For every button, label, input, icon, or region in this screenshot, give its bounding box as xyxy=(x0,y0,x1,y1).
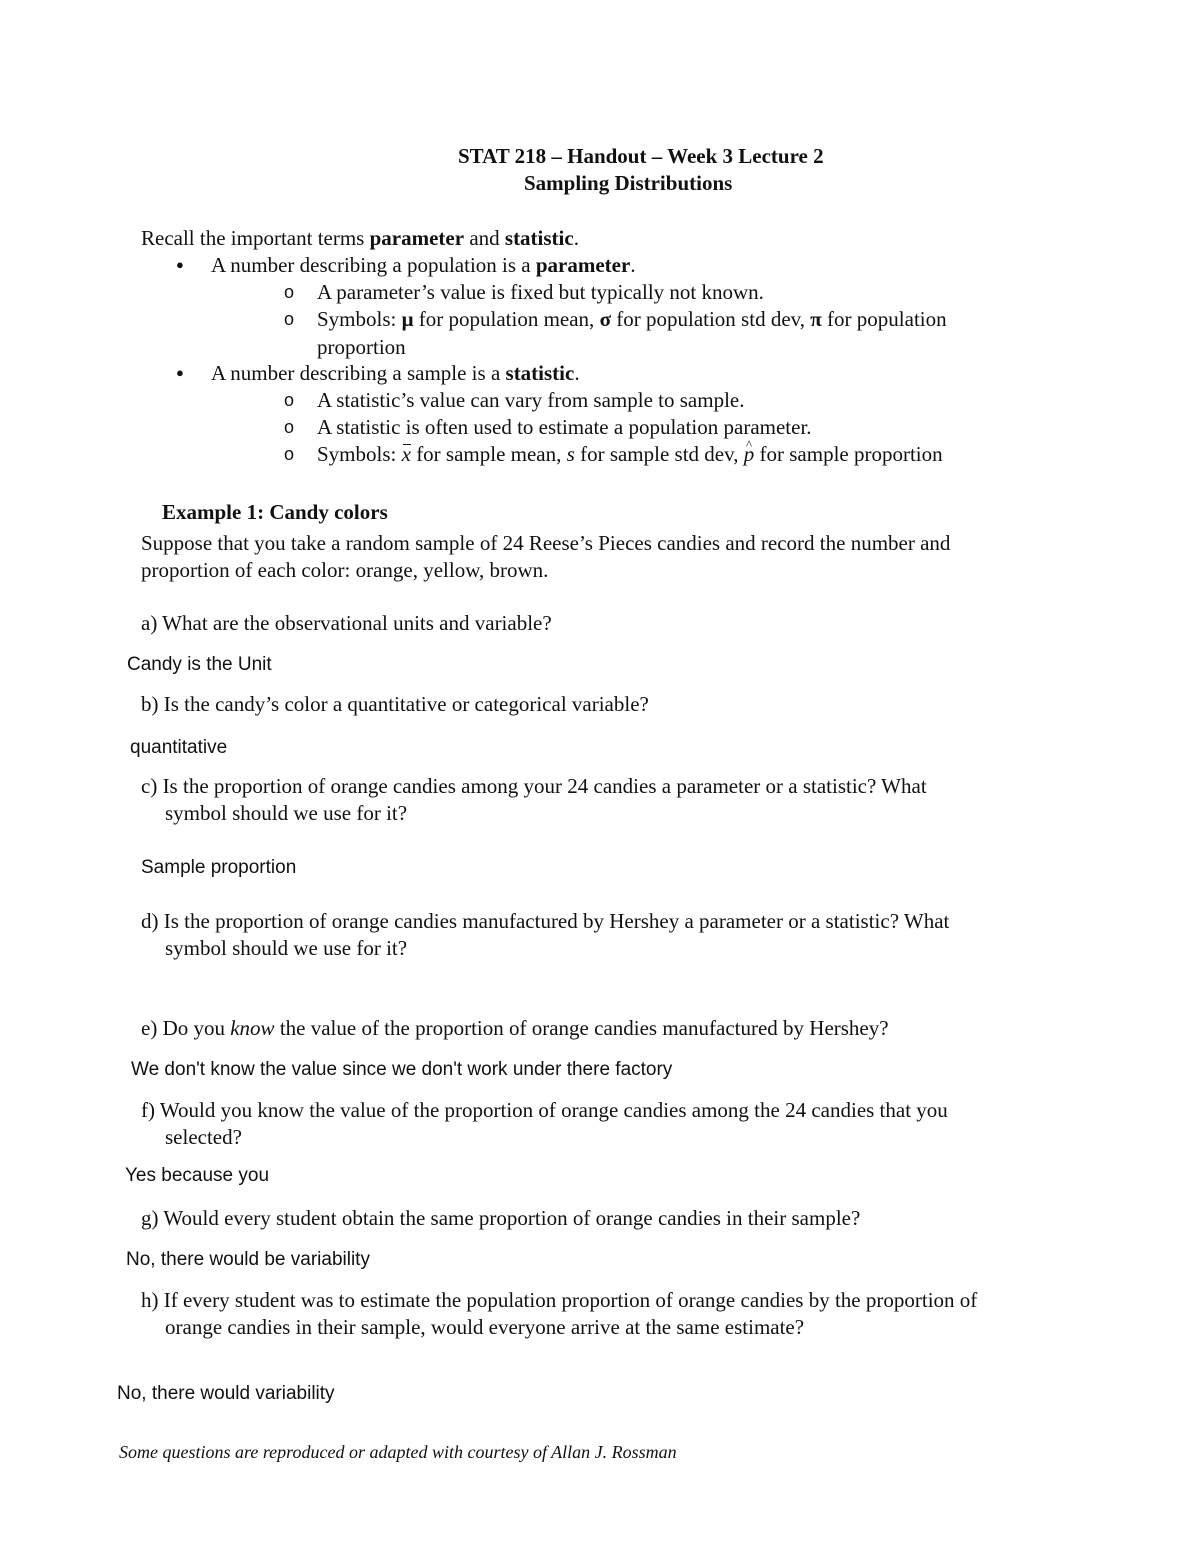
intro-text: Recall the important terms parameter and statistic. xyxy=(141,226,579,250)
sub-bullet-icon: o xyxy=(284,282,295,302)
bullet-dot-icon: ● xyxy=(176,257,184,272)
answer-g: No, there would be variability xyxy=(126,1249,370,1270)
sub-bullet-statistic-vary: A statistic’s value can vary from sample to sample. xyxy=(317,388,745,412)
sub-bullet-parameter-symbols: Symbols: μ for population mean, σ for population std dev, π for population xyxy=(317,307,947,331)
question-b: b) Is the candy’s color a quantitative or categorical variable? xyxy=(141,692,649,716)
page-title: STAT 218 – Handout – Week 3 Lecture 2 xyxy=(458,144,824,168)
question-f-line2: selected? xyxy=(165,1125,242,1149)
sub-bullet-icon: o xyxy=(284,444,295,464)
question-c-line1: c) Is the proportion of orange candies among your 24 candies a parameter or a statistic? What xyxy=(141,774,927,798)
answer-f: Yes because you xyxy=(125,1165,270,1186)
sub-bullet-icon: o xyxy=(284,309,295,329)
answer-a: Candy is the Unit xyxy=(127,654,272,675)
question-f-line1: f) Would you know the value of the proportion of orange candies among the 24 candies that you xyxy=(141,1098,948,1122)
example-description-line1: Suppose that you take a random sample of 24 Reese’s Pieces candies and record the number and xyxy=(141,531,951,555)
sub-bullet-statistic-estimate: A statistic is often used to estimate a population parameter. xyxy=(317,415,812,439)
bullet-dot-icon: ● xyxy=(176,365,184,380)
answer-h: No, there would variability xyxy=(117,1383,335,1404)
question-e: e) Do you know the value of the proportion of orange candies manufactured by Hershey? xyxy=(141,1016,889,1040)
answer-e: We don't know the value since we don't work under there factory xyxy=(131,1059,673,1080)
sub-bullet-parameter-fixed: A parameter’s value is fixed but typically not known. xyxy=(317,280,764,304)
question-a: a) What are the observational units and variable? xyxy=(141,611,552,635)
example-heading: Example 1: Candy colors xyxy=(162,500,388,524)
sub-bullet-statistic-symbols: Symbols: x for sample mean, s for sample std dev, ^ p for sample proportion xyxy=(317,441,943,467)
bullet-statistic: A number describing a sample is a statistic. xyxy=(211,361,580,385)
question-d-line2: symbol should we use for it? xyxy=(165,936,408,960)
page-subtitle: Sampling Distributions xyxy=(524,171,733,195)
sub-bullet-parameter-symbols-cont: proportion xyxy=(317,335,406,359)
bullet-parameter: A number describing a population is a parameter. xyxy=(211,253,636,277)
answer-c: Sample proportion xyxy=(141,857,297,878)
question-h-line1: h) If every student was to estimate the population proportion of orange candies by the proportion of xyxy=(141,1288,978,1312)
question-g: g) Would every student obtain the same proportion of orange candies in their sample? xyxy=(141,1206,861,1230)
question-c-line2: symbol should we use for it? xyxy=(165,801,408,825)
answer-b: quantitative xyxy=(130,737,228,758)
sub-bullet-icon: o xyxy=(284,417,295,437)
sub-bullet-icon: o xyxy=(284,390,295,410)
question-h-line2: orange candies in their sample, would everyone arrive at the same estimate? xyxy=(165,1315,805,1339)
footer-credit: Some questions are reproduced or adapted with courtesy of Allan J. Rossman xyxy=(119,1442,677,1462)
question-d-line1: d) Is the proportion of orange candies manufactured by Hershey a parameter or a statistic? What xyxy=(141,909,950,933)
example-description-line2: proportion of each color: orange, yellow, brown. xyxy=(141,558,549,582)
